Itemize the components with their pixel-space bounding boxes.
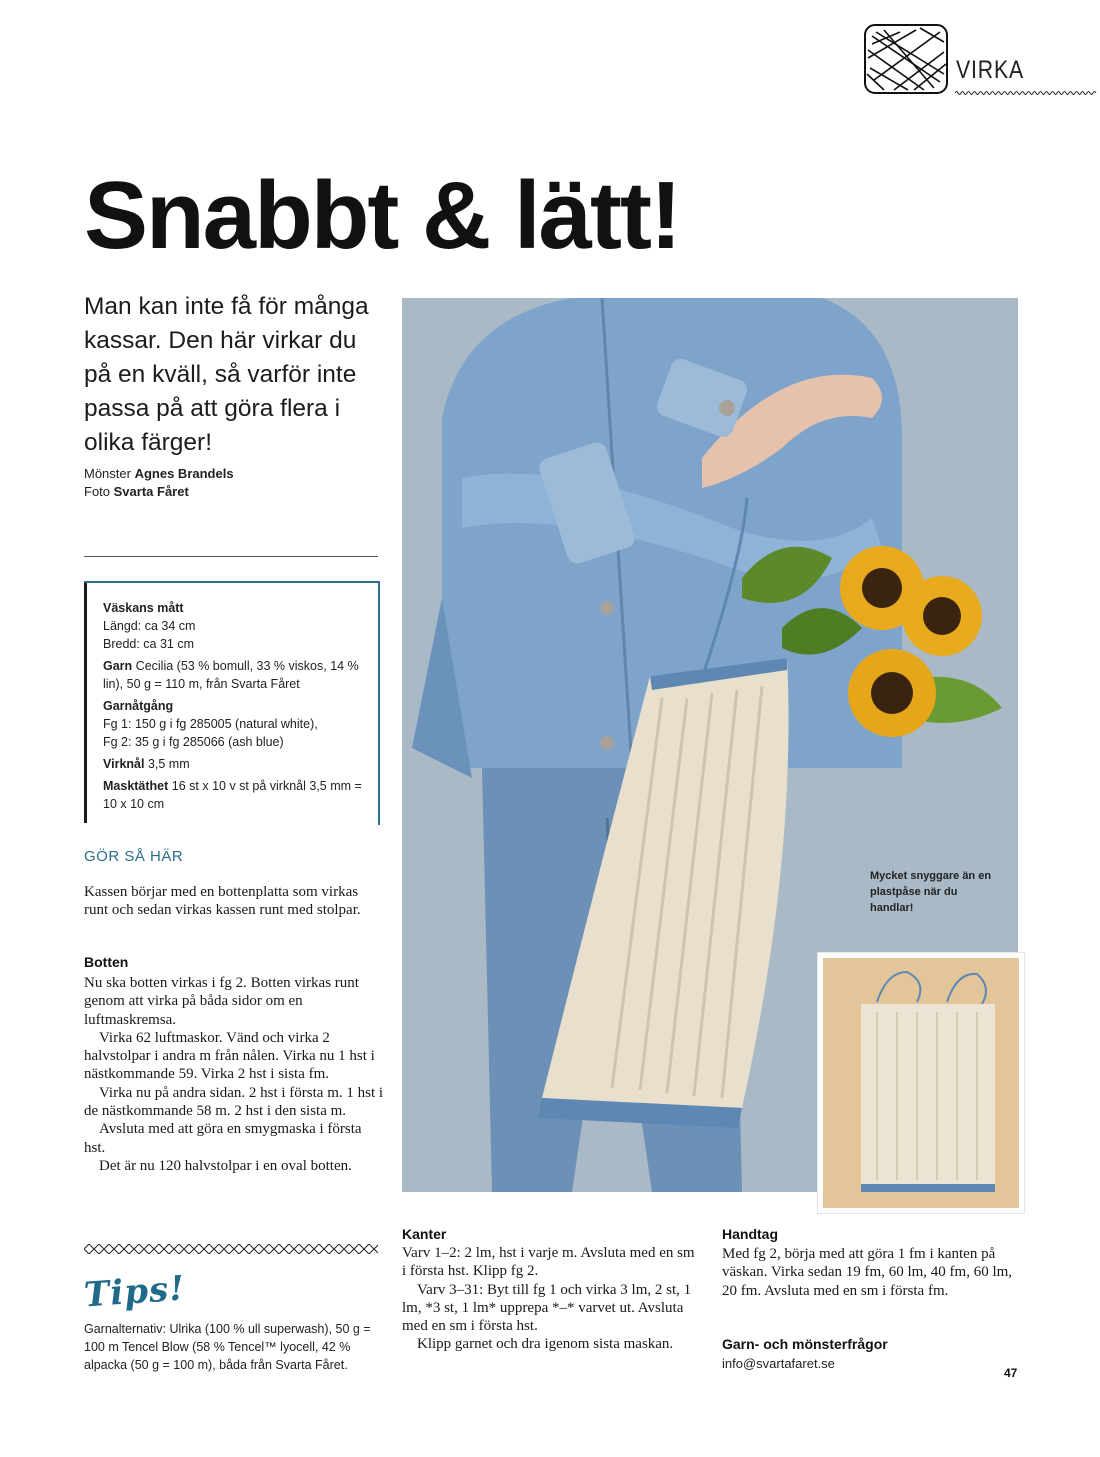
handtag-heading: Handtag: [722, 1226, 778, 1242]
photo-credit: Svarta Fåret: [113, 484, 189, 499]
decorative-rule: [955, 90, 1097, 96]
botten-paragraph: Virka nu på andra sidan. 2 hst i första m. 1 hst i de nästkommande 58 m. 2 hst i den sista m.: [84, 1084, 384, 1120]
spec-box-bar: [84, 583, 87, 823]
spec-gauge-label: Masktäthet: [103, 779, 169, 793]
credits: [84, 465, 234, 501]
contact-heading: Garn- och mönsterfrågor: [722, 1336, 888, 1352]
kanter-paragraph: Klipp garnet och dra igenom sista maskan.: [417, 1336, 674, 1353]
botten-heading: Botten: [84, 954, 129, 970]
kanter-instructions: [402, 1244, 700, 1354]
inset-photo: [817, 952, 1025, 1214]
botten-paragraph: Avsluta med att göra en smygmaska i första hst.: [84, 1121, 362, 1156]
photo-caption: Mycket snyggare än en plastpåse när du handlar!: [870, 870, 992, 914]
kanter-paragraph: Varv 1–2: 2 lm, hst i varje m. Avsluta med en sm i första hst. Klipp fg 2.: [402, 1245, 695, 1280]
spec-consumption-title: Garnåtgång: [103, 699, 174, 713]
spec-hook-label: Virknål: [103, 757, 145, 771]
kanter-heading: Kanter: [402, 1226, 447, 1242]
section-tag: VIRKA: [956, 56, 1025, 84]
pattern-label: Mönster: [84, 466, 131, 481]
intro-text: Man kan inte få för många kassar. Den här virkar du på en kväll, så varför inte passa på att göra flera i olika färger!: [84, 293, 369, 456]
botten-paragraph: Virka 62 luftmaskor. Vänd och virka 2 halvstolpar i andra m från nålen. Virka nu 1 hst i nästkommande 59. Virka 2 hst i sista fm.: [84, 1029, 375, 1083]
botten-instructions: [84, 974, 384, 1175]
spec-width: Bredd: ca 31 cm: [103, 637, 195, 651]
spec-yarn: Cecilia (53 % bomull, 33 % viskos, 14 % lin), 50 g = 110 m, från Svarta Fåret: [103, 659, 359, 691]
yarn-ball-icon: [864, 24, 948, 94]
tips-heading: Tips!: [82, 1268, 187, 1316]
handtag-instructions: Med fg 2, börja med att göra 1 fm i kanten på väskan. Virka sedan 19 fm, 60 lm, 40 fm, 60 lm, 20 fm. Avsluta med en sm i första fm.: [722, 1246, 1013, 1299]
howto-heading: GÖR SÅ HÄR: [84, 848, 184, 865]
page-number: 47: [1004, 1366, 1018, 1380]
page-title: Snabbt & lätt!: [84, 162, 680, 269]
divider: [84, 556, 378, 557]
pattern-author: Agnes Brandels: [134, 466, 234, 481]
botten-paragraph: Nu ska botten virkas i fg 2. Botten virkas runt genom att virka på båda sidor om en luftmaskremsa.: [84, 975, 359, 1028]
spec-consumption-2: Fg 2: 35 g i fg 285066 (ash blue): [103, 735, 284, 749]
spec-box: [103, 599, 373, 817]
kanter-paragraph: Varv 3–31: Byt till fg 1 och virka 3 lm, 2 st, 1 lm, *3 st, 1 lm* upprepa *–* varvet ut. Avsluta med en sm i första hst.: [402, 1281, 692, 1335]
zigzag-divider: [84, 1244, 378, 1254]
spec-length: Längd: ca 34 cm: [103, 619, 196, 633]
spec-yarn-label: Garn: [103, 659, 133, 673]
spec-size-title: Väskans mått: [103, 601, 184, 615]
contact-email[interactable]: info@svartafaret.se: [722, 1356, 835, 1371]
botten-paragraph: Det är nu 120 halvstolpar i en oval botten.: [99, 1157, 352, 1174]
photo-label: Foto: [84, 484, 111, 499]
spec-consumption-1: Fg 1: 150 g i fg 285005 (natural white),: [103, 717, 318, 731]
tips-text: Garnalternativ: Ulrika (100 % ull superwash), 50 g = 100 m Tencel Blow (58 % Tencel™ lyocell, 42 % alpacka (50 g = 100 m), båda från Svarta Fåret.: [84, 1322, 371, 1372]
instructions-intro: Kassen börjar med en bottenplatta som virkas runt och sedan virkas kassen runt med stolpar.: [84, 884, 361, 919]
spec-gauge: 16 st x 10 v st på virknål 3,5 mm = 10 x 10 cm: [103, 779, 362, 811]
spec-hook: 3,5 mm: [147, 757, 190, 771]
